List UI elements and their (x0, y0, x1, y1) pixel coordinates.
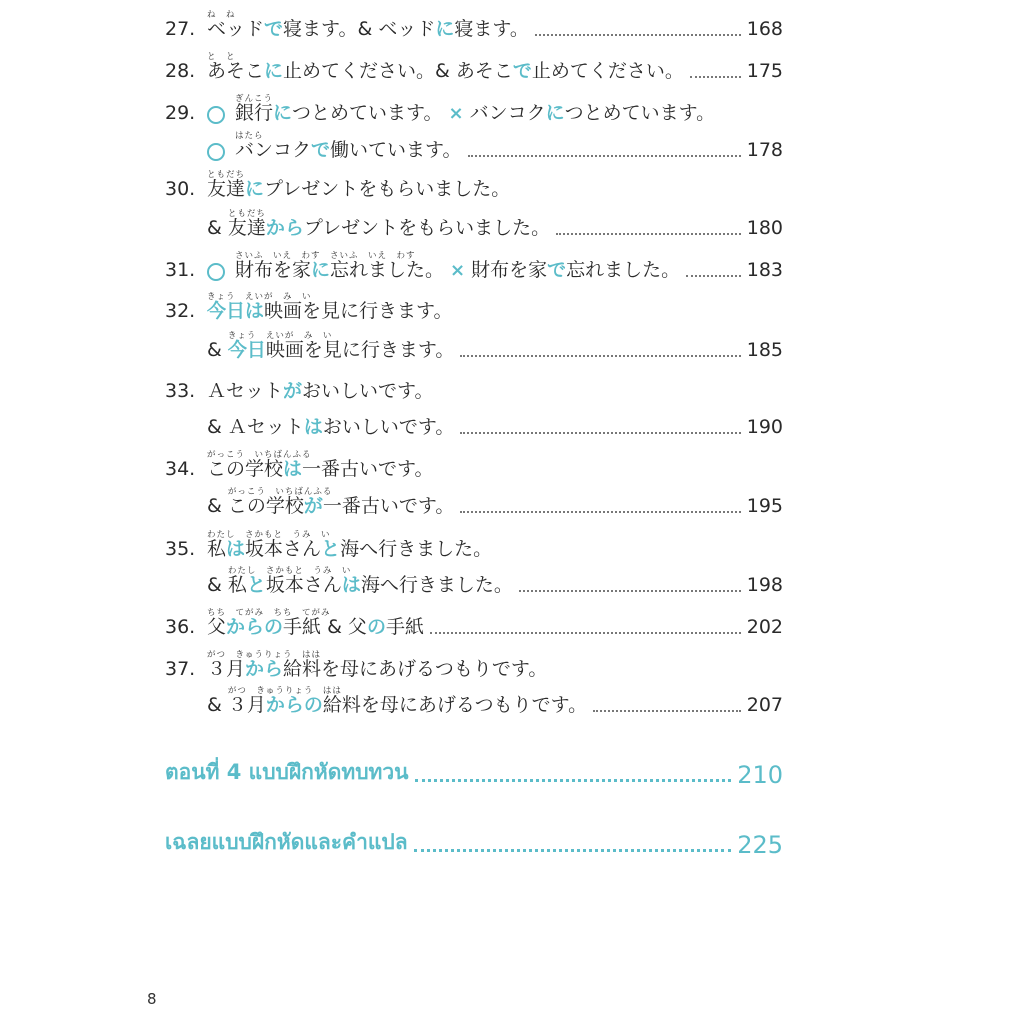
dot-leader (535, 34, 741, 36)
entry-text (227, 487, 455, 519)
particle: の (366, 616, 386, 639)
entry-page: 183 (746, 259, 783, 282)
text-segment: 手紙 (385, 616, 424, 639)
entry-page: 202 (746, 616, 783, 639)
text-segment: 映画を見に行きます。 (264, 300, 453, 323)
text-segment: プレゼントをもらいました。 (264, 178, 511, 201)
particle: は (303, 416, 323, 439)
correct-circle-icon (207, 106, 225, 124)
particle: に (311, 259, 331, 282)
toc-entry-line[interactable] (165, 648, 783, 682)
entry-number: 28. (165, 60, 196, 83)
toc-entry-line[interactable] (165, 168, 783, 202)
text-segment: おいしいです。 (302, 380, 434, 403)
toc-section-answers[interactable] (165, 826, 783, 859)
furigana: ね ね (207, 10, 236, 21)
furigana: と と (207, 52, 236, 63)
furigana: きょう えいが み い (227, 331, 333, 342)
entry-number: 29. (165, 102, 196, 125)
particle: は (341, 574, 361, 597)
particle: で (311, 139, 331, 162)
particle: で (264, 18, 284, 41)
furigana: きょう えいが み い (207, 292, 312, 303)
particle: から (265, 217, 304, 240)
particle: に (545, 102, 565, 125)
text-segment: バンコク (235, 139, 312, 162)
entry-text (235, 94, 716, 126)
toc-entry-line[interactable] (165, 448, 783, 482)
text-segment: Ａセット (207, 380, 284, 403)
ampersand: & (207, 495, 222, 518)
particle: で (547, 259, 567, 282)
toc-entry-line[interactable] (165, 8, 783, 42)
entry-number: 31. (165, 259, 196, 282)
toc-entry-line[interactable] (165, 249, 783, 283)
entry-text (207, 450, 434, 482)
particle: で (512, 60, 532, 83)
text-segment: 坂本さん (265, 574, 342, 597)
text-segment: ３月 (207, 658, 246, 681)
section-title: ตอนที่ 4 แบบฝึกหัดทบทวน (165, 760, 409, 784)
entry-page: 168 (746, 18, 783, 41)
text-segment: 父 (207, 616, 227, 639)
particle: からの (226, 616, 284, 639)
text-segment: 一番古いです。 (322, 495, 455, 518)
entry-text (207, 380, 434, 404)
toc-entry-line[interactable] (165, 606, 783, 640)
entry-text (207, 292, 453, 324)
furigana: がっこう いちばんふる (207, 450, 312, 461)
dot-leader (556, 233, 741, 235)
text-segment: 給料を母にあげるつもりです。 (283, 658, 548, 681)
toc-entry-line[interactable] (165, 406, 783, 440)
dot-leader (415, 779, 732, 782)
furigana: はたら (235, 131, 264, 142)
particle: に (245, 178, 265, 201)
toc-entry-line[interactable] (165, 290, 783, 324)
entry-text (227, 209, 551, 241)
entry-number: 37. (165, 658, 196, 681)
text-segment: 忘れました。 (566, 259, 681, 282)
entry-text (227, 686, 588, 718)
entry-text (227, 566, 513, 598)
dot-leader (460, 432, 740, 434)
dot-leader (690, 76, 741, 78)
dot-leader (686, 275, 741, 277)
text-segment: つとめています。 (564, 102, 716, 125)
entry-page: 195 (746, 495, 783, 518)
furigana: ちち てがみ ちち てがみ (207, 608, 331, 619)
toc-entry-line[interactable] (165, 370, 783, 404)
text-segment: 私 (207, 538, 227, 561)
entry-text (207, 52, 684, 84)
toc-entry-line[interactable] (165, 564, 783, 598)
correct-circle-icon (207, 143, 225, 161)
particle: 今日は (207, 300, 265, 323)
wrong-cross-icon: × (448, 103, 464, 125)
text-segment: 止めてください。& あそこ (283, 60, 513, 83)
particle: が (283, 380, 303, 403)
dot-leader (519, 590, 741, 592)
text-segment: 財布を家 (235, 259, 312, 282)
text-segment: 友達 (227, 217, 266, 240)
furigana: わたし さかもと うみ い (227, 566, 352, 577)
section-page: 225 (737, 831, 783, 859)
particle: は (283, 458, 303, 481)
furigana: がつ きゅうりょう はは (207, 650, 322, 661)
toc-entry-line[interactable] (165, 50, 783, 84)
ampersand: & (207, 339, 222, 362)
dot-leader (460, 511, 740, 513)
furigana: がっこう いちばんふる (227, 487, 333, 498)
text-segment: 止めてください。 (531, 60, 684, 83)
toc-entry-line[interactable] (165, 528, 783, 562)
entry-text (235, 251, 681, 283)
particle: に (264, 60, 284, 83)
dot-leader (468, 155, 741, 157)
entry-text (207, 530, 493, 562)
ampersand: & (207, 694, 222, 717)
toc-entry-line[interactable] (165, 207, 783, 241)
text-segment: あそこ (207, 60, 265, 83)
particle: 今日 (227, 339, 266, 362)
dot-leader (430, 632, 741, 634)
text-segment: 銀行 (235, 102, 274, 125)
ampersand: & (207, 574, 222, 597)
toc-entry-line[interactable] (165, 684, 783, 718)
particle: と (321, 538, 341, 561)
section-title: เฉลยแบบฝึกหัดและคำแปล (165, 830, 408, 854)
entry-page: 198 (746, 574, 783, 597)
text-segment: この学校 (227, 495, 304, 518)
text-segment: 給料を母にあげるつもりです。 (322, 694, 588, 717)
entry-page: 175 (746, 60, 783, 83)
entry-number: 30. (165, 178, 196, 201)
entry-number: 32. (165, 300, 196, 323)
entry-text (207, 170, 511, 202)
toc-entry-line[interactable] (165, 485, 783, 519)
entry-number: 36. (165, 616, 196, 639)
text-segment: Ａセット (227, 416, 304, 439)
dot-leader (593, 710, 741, 712)
page-number: 8 (147, 990, 157, 1008)
text-segment: 海へ行きました。 (340, 538, 493, 561)
entry-text (207, 608, 424, 640)
entry-text (227, 331, 455, 363)
furigana: がつ きゅうりょう はは (227, 686, 342, 697)
text-segment: 坂本さん (245, 538, 322, 561)
particle: が (303, 495, 323, 518)
entry-text (207, 10, 529, 42)
text-segment: 一番古いです。 (302, 458, 434, 481)
text-segment: 友達 (207, 178, 246, 201)
entry-text (207, 650, 548, 682)
furigana: ぎんこう (235, 94, 274, 105)
text-segment: 忘れました。 (330, 259, 445, 282)
entry-page: 180 (746, 217, 783, 240)
particle: と (246, 574, 266, 597)
furigana: さいふ いえ わす さいふ いえ わす (235, 251, 416, 262)
dot-leader (414, 849, 732, 852)
toc-entry-line[interactable] (165, 329, 783, 363)
section-page: 210 (737, 761, 783, 789)
text-segment: 海へ行きました。 (360, 574, 513, 597)
wrong-cross-icon: × (450, 260, 466, 282)
particle: は (226, 538, 246, 561)
text-segment: おいしいです。 (322, 416, 455, 439)
entry-page: 190 (746, 416, 783, 439)
text-segment: バンコク (469, 102, 546, 125)
correct-circle-icon (207, 263, 225, 281)
furigana: ともだち (227, 209, 266, 220)
text-segment: 寝ます。& ベッド (283, 18, 436, 41)
particle: からの (265, 694, 323, 717)
entry-number: 27. (165, 18, 196, 41)
furigana: わたし さかもと うみ い (207, 530, 331, 541)
entry-text (228, 416, 455, 440)
text-segment: 財布を家 (471, 259, 548, 282)
entry-number: 33. (165, 380, 196, 403)
text-segment: 手紙 & 父 (283, 616, 367, 639)
toc-entry-line[interactable] (165, 92, 783, 126)
entry-page: 207 (746, 694, 783, 717)
toc-entry-line[interactable] (165, 129, 783, 163)
text-segment: この学校 (207, 458, 284, 481)
entry-page: 178 (746, 139, 783, 162)
text-segment: つとめています。 (292, 102, 443, 125)
text-segment: 寝ます。 (454, 18, 529, 41)
entry-text (235, 131, 462, 163)
furigana: ともだち (207, 170, 246, 181)
dot-leader (460, 355, 740, 357)
text-segment: 私 (227, 574, 247, 597)
particle: に (435, 18, 455, 41)
entry-number: 35. (165, 538, 196, 561)
text-segment: 映画を見に行きます。 (265, 339, 455, 362)
text-segment: プレゼントをもらいました。 (303, 217, 551, 240)
particle: から (245, 658, 284, 681)
text-segment: ３月 (227, 694, 266, 717)
particle: に (273, 102, 293, 125)
ampersand: & (207, 416, 222, 439)
ampersand: & (207, 217, 222, 240)
text-segment: 働いています。 (330, 139, 462, 162)
entry-page: 185 (746, 339, 783, 362)
entry-number: 34. (165, 458, 196, 481)
toc-section-4[interactable] (165, 756, 783, 789)
text-segment: ベッド (207, 18, 265, 41)
